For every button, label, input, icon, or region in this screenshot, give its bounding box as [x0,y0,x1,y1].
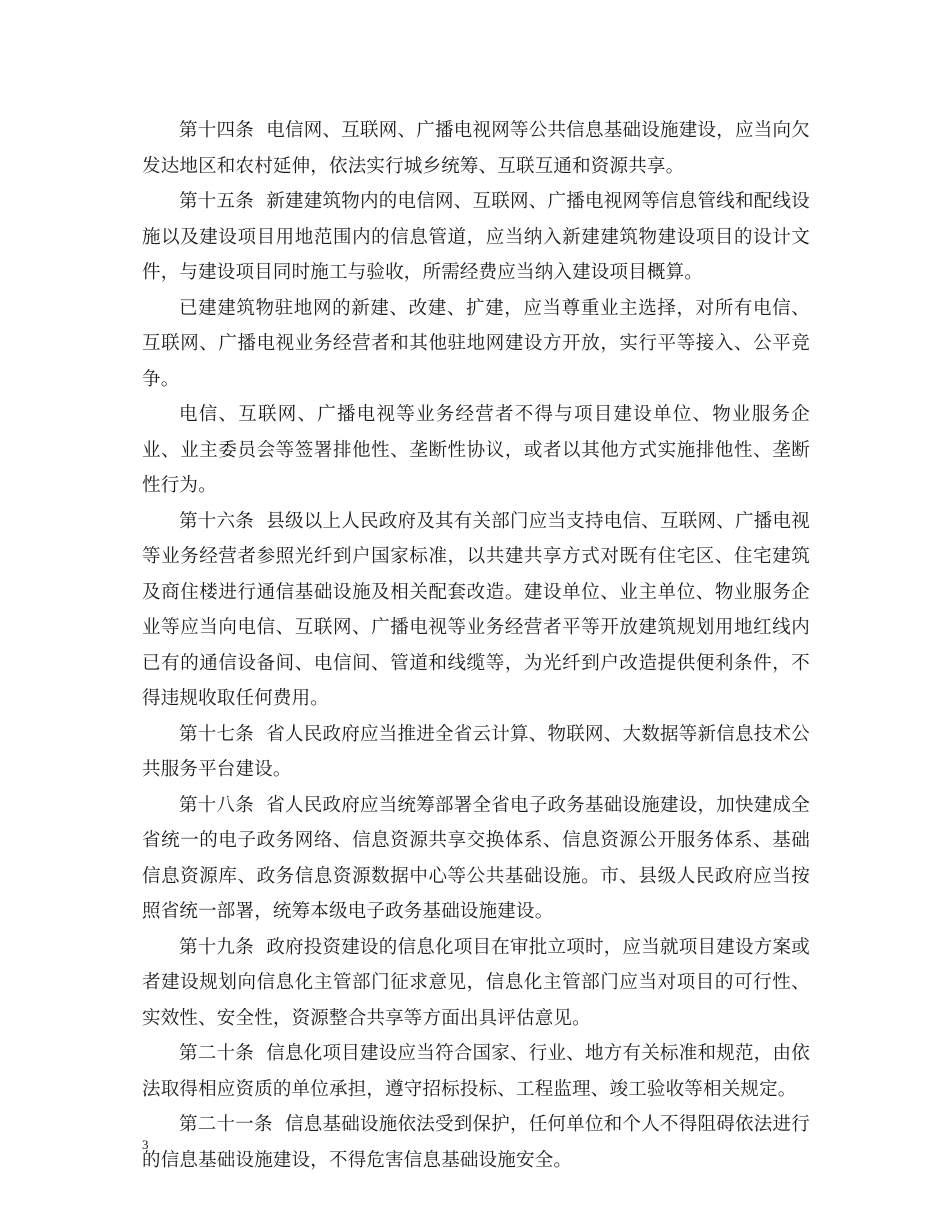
paragraph-existing-buildings: 已建建筑物驻地网的新建、改建、扩建，应当尊重业主选择，对所有电信、互联网、广播电视业务经营者和其他驻地网建设方开放，实行平等接入、公平竞争。 [142,297,810,390]
paragraph-article-16: 第十六条 县级以上人民政府及其有关部门应当支持电信、互联网、广播电视等业务经营者参照光纤到户国家标准，以共建共享方式对既有住宅区、住宅建筑及商住楼进行通信基础设施及相关配套改造。建设单位、业主单位、物业服务企业等应当向电信、互联网、广播电视等业务经营者平等开放建筑规划用地红线内已有的通信设备间、电信间、管道和线缆等，为光纤到户改造提供便利条件，不得违规收取任何费用。 [142,510,810,709]
document-body [142,113,810,1178]
paragraph-article-18: 第十八条 省人民政府应当统筹部署全省电子政务基础设施建设，加快建成全省统一的电子政务网络、信息资源共享交换体系、信息资源公开服务体系、基础信息资源库、政务信息资源数据中心等公共基础设施。市、县级人民政府应当按照省统一部署，统筹本级电子政务基础设施建设。 [142,794,810,922]
paragraph-article-19: 第十九条 政府投资建设的信息化项目在审批立项时，应当就项目建设方案或者建设规划向信息化主管部门征求意见，信息化主管部门应当对项目的可行性、实效性、安全性，资源整合共享等方面出具评估意见。 [142,936,810,1029]
paragraph-article-21: 第二十一条 信息基础设施依法受到保护，任何单位和个人不得阻碍依法进行的信息基础设施建设，不得危害信息基础设施安全。 [142,1114,810,1171]
page-number: 3 [142,1137,149,1152]
paragraph-exclusive-agreements: 电信、互联网、广播电视等业务经营者不得与项目建设单位、物业服务企业、业主委员会等签署排他性、垄断性协议，或者以其他方式实施排他性、垄断性行为。 [142,404,810,496]
paragraph-article-20: 第二十条 信息化项目建设应当符合国家、行业、地方有关标准和规范，由依法取得相应资质的单位承担，遵守招标投标、工程监理、竣工验收等相关规定。 [142,1043,810,1100]
paragraph-article-17: 第十七条 省人民政府应当推进全省云计算、物联网、大数据等新信息技术公共服务平台建设。 [142,723,810,780]
paragraph-article-15: 第十五条 新建建筑物内的电信网、互联网、广播电视网等信息管线和配线设施以及建设项目用地范围内的信息管道，应当纳入新建建筑物建设项目的设计文件，与建设项目同时施工与验收，所需经费应当纳入建设项目概算。 [142,191,810,283]
paragraph-article-14: 第十四条 电信网、互联网、广播电视网等公共信息基础设施建设，应当向欠发达地区和农村延伸，依法实行城乡统筹、互联互通和资源共享。 [142,120,810,177]
